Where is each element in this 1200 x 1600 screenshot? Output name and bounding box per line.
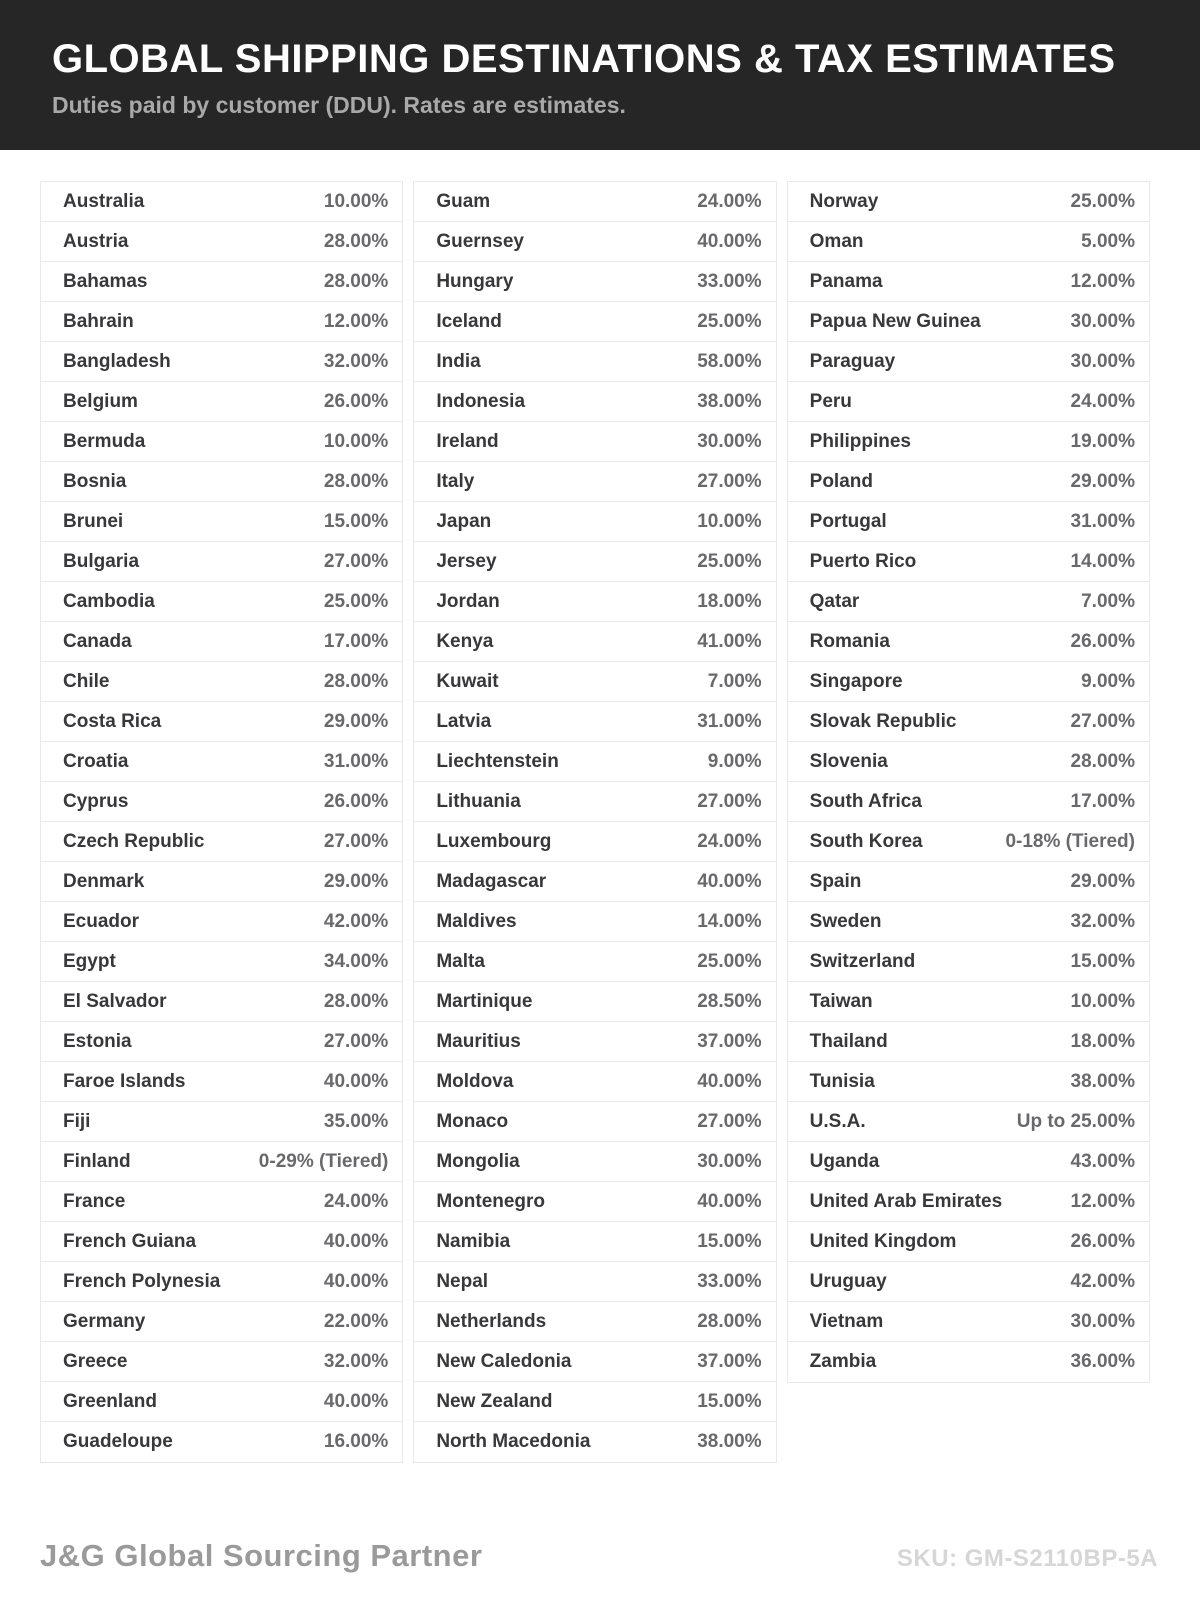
country-name: North Macedonia [436, 1431, 591, 1452]
country-name: Bosnia [63, 470, 127, 492]
table-row [414, 702, 775, 742]
tax-rate: 22.00% [323, 1310, 389, 1332]
table-row [788, 1142, 1149, 1182]
table-row [788, 182, 1149, 222]
table-row [414, 942, 775, 982]
tax-rate: 31.00% [323, 750, 389, 772]
table-row [788, 1342, 1149, 1382]
table-row [41, 742, 402, 782]
country-name: Jordan [436, 590, 500, 612]
country-name: Bahamas [63, 270, 148, 292]
table-row [414, 982, 775, 1022]
tax-rate: 33.00% [697, 1270, 762, 1292]
table-row [41, 902, 402, 942]
table-row [41, 542, 402, 582]
country-name: Sweden [809, 910, 882, 932]
tax-rate: 9.00% [1081, 670, 1135, 692]
page-subtitle: Duties paid by customer (DDU). Rates are estimates. [52, 92, 626, 118]
tax-rate: 24.00% [1070, 390, 1135, 412]
tax-rate: 43.00% [1070, 1150, 1135, 1172]
rates-column-3 [787, 181, 1150, 1383]
country-name: Czech Republic [63, 830, 205, 852]
table-row [414, 902, 775, 942]
table-row [788, 1302, 1149, 1342]
table-row [788, 662, 1149, 702]
table-row [414, 1262, 775, 1302]
tax-rate: 35.00% [323, 1110, 389, 1132]
table-row [41, 1102, 402, 1142]
tax-rate: 25.00% [697, 550, 762, 572]
country-name: Netherlands [436, 1310, 547, 1332]
tax-rate: 15.00% [323, 510, 389, 532]
table-row [41, 502, 402, 542]
table-row [414, 1222, 775, 1262]
country-name: Brunei [63, 510, 124, 532]
country-name: Slovak Republic [809, 710, 957, 732]
tax-rate: 40.00% [697, 1190, 762, 1212]
table-row [41, 862, 402, 902]
tax-rate: 30.00% [697, 430, 762, 452]
country-name: Bangladesh [63, 350, 171, 372]
tax-rate: 15.00% [697, 1230, 762, 1252]
tax-rate: 40.00% [323, 1390, 389, 1412]
table-row [414, 542, 775, 582]
tax-rate: 16.00% [323, 1431, 389, 1452]
country-name: Guernsey [436, 230, 524, 252]
table-row [41, 822, 402, 862]
country-name: Jersey [436, 550, 497, 572]
country-name: Lithuania [436, 790, 521, 812]
table-row [414, 622, 775, 662]
table-row [788, 462, 1149, 502]
table-row [414, 262, 775, 302]
tax-rate: 33.00% [697, 270, 762, 292]
table-row [788, 622, 1149, 662]
tax-rate: 42.00% [1070, 1270, 1135, 1292]
tax-rate: 29.00% [1070, 870, 1135, 892]
tax-rate: 36.00% [1070, 1351, 1135, 1372]
country-name: Singapore [809, 670, 903, 692]
tax-rate: 40.00% [697, 870, 762, 892]
tax-rate: 17.00% [323, 630, 389, 652]
tax-rate: 28.00% [1070, 750, 1135, 772]
tax-rate: 37.00% [697, 1350, 762, 1372]
country-name: Ireland [436, 430, 499, 452]
tax-rate: 28.00% [323, 230, 389, 252]
table-row [414, 182, 775, 222]
country-name: Chile [63, 670, 110, 692]
table-row [788, 702, 1149, 742]
country-name: Iceland [436, 310, 502, 332]
tax-rate: 28.00% [323, 670, 389, 692]
country-name: Hungary [436, 270, 514, 292]
tax-rate: 24.00% [697, 830, 762, 852]
table-row [788, 382, 1149, 422]
table-row [41, 1382, 402, 1422]
table-row [414, 822, 775, 862]
country-name: Peru [809, 390, 852, 412]
tax-rate: 27.00% [697, 790, 762, 812]
table-row [41, 182, 402, 222]
country-name: Greece [63, 1350, 128, 1372]
tax-rate: 27.00% [697, 1110, 762, 1132]
tax-rate: 12.00% [1070, 270, 1135, 292]
country-name: Indonesia [436, 390, 526, 412]
table-row [414, 1302, 775, 1342]
tax-rate: 28.00% [323, 470, 389, 492]
table-row [41, 622, 402, 662]
tax-rate: 40.00% [323, 1070, 389, 1092]
country-name: Norway [809, 190, 879, 212]
tax-rate: 32.00% [323, 350, 389, 372]
country-name: Zambia [809, 1351, 877, 1372]
country-name: Greenland [63, 1390, 157, 1412]
tax-rate: 19.00% [1070, 430, 1135, 452]
table-row [414, 422, 775, 462]
table-row [41, 382, 402, 422]
tax-rate: 28.00% [323, 270, 389, 292]
country-name: Egypt [63, 950, 116, 972]
country-name: Uganda [809, 1150, 880, 1172]
tax-rate: 0-29% (Tiered) [258, 1150, 389, 1172]
country-name: Latvia [436, 710, 492, 732]
country-name: New Zealand [436, 1390, 553, 1412]
country-name: Finland [63, 1150, 131, 1172]
tax-rate: 38.00% [697, 390, 762, 412]
tax-rate: 29.00% [323, 870, 389, 892]
tax-rate: 42.00% [323, 910, 389, 932]
country-name: El Salvador [63, 990, 167, 1012]
tax-rate: 37.00% [697, 1030, 762, 1052]
country-name: Thailand [809, 1030, 888, 1052]
table-row [41, 942, 402, 982]
tax-rate: 27.00% [1070, 710, 1135, 732]
tax-rate: 14.00% [697, 910, 762, 932]
tax-rate: 24.00% [323, 1190, 389, 1212]
country-name: Malta [436, 950, 485, 972]
country-name: Croatia [63, 750, 129, 772]
country-name: Bulgaria [63, 550, 140, 572]
country-name: South Korea [809, 830, 923, 852]
country-name: Moldova [436, 1070, 514, 1092]
table-row [788, 982, 1149, 1022]
tax-rate: 26.00% [323, 790, 389, 812]
tax-rate: 25.00% [697, 950, 762, 972]
tax-rate: 15.00% [1070, 950, 1135, 972]
tax-rate: 15.00% [697, 1390, 762, 1412]
table-row [788, 782, 1149, 822]
tax-rate: 38.00% [1070, 1070, 1135, 1092]
table-row [41, 1342, 402, 1382]
table-row [414, 1102, 775, 1142]
country-name: Bermuda [63, 430, 146, 452]
table-row [414, 782, 775, 822]
tax-rate: 32.00% [1070, 910, 1135, 932]
table-row [414, 342, 775, 382]
tax-rate: 26.00% [1070, 630, 1135, 652]
table-row [788, 1022, 1149, 1062]
tax-rate: 18.00% [1070, 1030, 1135, 1052]
tax-rate: 40.00% [697, 230, 762, 252]
tax-rate: 28.50% [697, 990, 762, 1012]
country-name: Poland [809, 470, 873, 492]
table-row [414, 1182, 775, 1222]
country-name: Japan [436, 510, 492, 532]
country-name: Cambodia [63, 590, 155, 612]
country-name: Namibia [436, 1230, 511, 1252]
tax-rate: 32.00% [323, 1350, 389, 1372]
country-name: Portugal [809, 510, 887, 532]
tax-rate: 27.00% [323, 1030, 389, 1052]
country-name: Monaco [436, 1110, 509, 1132]
table-row [41, 982, 402, 1022]
country-name: Canada [63, 630, 132, 652]
sku-label: SKU: GM-S2110BP-5A [896, 1545, 1158, 1572]
table-row [414, 502, 775, 542]
country-name: Martinique [436, 990, 533, 1012]
tax-rate: 30.00% [1070, 1310, 1135, 1332]
tax-rate: 12.00% [1070, 1190, 1135, 1212]
country-name: Uruguay [809, 1270, 887, 1292]
table-row [788, 942, 1149, 982]
table-row [788, 582, 1149, 622]
country-name: Spain [809, 870, 862, 892]
country-name: Paraguay [809, 350, 896, 372]
tax-rate: 41.00% [697, 630, 762, 652]
tax-rate: 31.00% [697, 710, 762, 732]
tax-rate: 27.00% [323, 550, 389, 572]
table-row [788, 262, 1149, 302]
tax-rate: 28.00% [323, 990, 389, 1012]
tax-rate: 31.00% [1070, 510, 1135, 532]
country-name: India [436, 350, 481, 372]
tax-rate: 25.00% [697, 310, 762, 332]
table-row [788, 222, 1149, 262]
tax-rate: 9.00% [707, 750, 762, 772]
table-row [41, 302, 402, 342]
country-name: Madagascar [436, 870, 547, 892]
country-name: United Kingdom [809, 1230, 957, 1252]
country-name: Montenegro [436, 1190, 546, 1212]
tax-rate: 12.00% [323, 310, 389, 332]
table-row [41, 782, 402, 822]
table-row [414, 462, 775, 502]
tax-rate: Up to 25.00% [1016, 1110, 1135, 1132]
tax-rate: 38.00% [697, 1431, 762, 1452]
table-row [414, 1342, 775, 1382]
country-name: Panama [809, 270, 883, 292]
country-name: Bahrain [63, 310, 134, 332]
country-name: Faroe Islands [63, 1070, 186, 1092]
country-name: Vietnam [809, 1310, 884, 1332]
tax-rate: 17.00% [1070, 790, 1135, 812]
table-row [41, 1062, 402, 1102]
tax-rate: 27.00% [323, 830, 389, 852]
tax-rate: 7.00% [707, 670, 762, 692]
table-row [41, 462, 402, 502]
tax-rate: 30.00% [1070, 350, 1135, 372]
tax-rate: 34.00% [323, 950, 389, 972]
country-name: Slovenia [809, 750, 888, 772]
table-row [41, 1262, 402, 1302]
tax-rate: 30.00% [1070, 310, 1135, 332]
page-header [0, 0, 1200, 150]
table-row [788, 902, 1149, 942]
country-name: Guadeloupe [63, 1431, 173, 1452]
tax-rate: 10.00% [323, 430, 389, 452]
tax-rate: 40.00% [697, 1070, 762, 1092]
page-title: GLOBAL SHIPPING DESTINATIONS & TAX ESTIMATES [52, 37, 1116, 81]
tax-rate: 40.00% [323, 1230, 389, 1252]
table-row [41, 222, 402, 262]
table-row [788, 342, 1149, 382]
country-name: Puerto Rico [809, 550, 917, 572]
page-footer [40, 1538, 1158, 1574]
tax-rate: 29.00% [1070, 470, 1135, 492]
country-name: Kuwait [436, 670, 499, 692]
country-name: French Guiana [63, 1230, 197, 1252]
tax-rate: 14.00% [1070, 550, 1135, 572]
tax-rate: 18.00% [697, 590, 762, 612]
country-name: Philippines [809, 430, 912, 452]
table-row [41, 1022, 402, 1062]
tax-rates-table [40, 181, 1150, 1463]
tax-rate: 27.00% [697, 470, 762, 492]
table-row [414, 1382, 775, 1422]
brand-name: J&G Global Sourcing Partner [40, 1538, 483, 1573]
country-name: Papua New Guinea [809, 310, 981, 332]
tax-rate: 10.00% [1070, 990, 1135, 1012]
country-name: New Caledonia [436, 1350, 572, 1372]
table-row [788, 1102, 1149, 1142]
table-row [414, 1022, 775, 1062]
table-row [788, 742, 1149, 782]
table-row [414, 582, 775, 622]
country-name: Australia [63, 190, 145, 212]
country-name: Germany [63, 1310, 146, 1332]
tax-rate: 5.00% [1081, 230, 1135, 252]
table-row [788, 1262, 1149, 1302]
table-row [41, 1182, 402, 1222]
table-row [414, 302, 775, 342]
tax-rate: 26.00% [323, 390, 389, 412]
tax-rate: 25.00% [323, 590, 389, 612]
tax-rate: 10.00% [323, 190, 389, 212]
country-name: Tunisia [809, 1070, 875, 1092]
country-name: Mongolia [436, 1150, 520, 1172]
tax-rate: 28.00% [697, 1310, 762, 1332]
tax-rate: 25.00% [1070, 190, 1135, 212]
country-name: Taiwan [809, 990, 873, 1012]
country-name: Austria [63, 230, 129, 252]
country-name: Ecuador [63, 910, 140, 932]
tax-rate: 58.00% [697, 350, 762, 372]
country-name: Nepal [436, 1270, 489, 1292]
table-row [41, 582, 402, 622]
tax-rate: 29.00% [323, 710, 389, 732]
rates-column-2 [413, 181, 776, 1463]
table-row [41, 702, 402, 742]
country-name: Luxembourg [436, 830, 552, 852]
table-row [41, 662, 402, 702]
table-row [41, 1422, 402, 1462]
table-row [788, 1062, 1149, 1102]
tax-rate: 7.00% [1081, 590, 1135, 612]
country-name: Maldives [436, 910, 517, 932]
table-row [41, 262, 402, 302]
country-name: French Polynesia [63, 1270, 221, 1292]
country-name: Fiji [63, 1110, 91, 1132]
table-row [414, 382, 775, 422]
country-name: Oman [809, 230, 864, 252]
table-row [788, 822, 1149, 862]
table-row [788, 1222, 1149, 1262]
table-row [788, 422, 1149, 462]
country-name: Kenya [436, 630, 494, 652]
table-row [41, 1302, 402, 1342]
table-row [41, 342, 402, 382]
table-row [788, 502, 1149, 542]
tax-rate: 24.00% [697, 190, 762, 212]
table-row [41, 1222, 402, 1262]
country-name: Liechtenstein [436, 750, 559, 772]
country-name: United Arab Emirates [809, 1190, 1003, 1212]
country-name: Costa Rica [63, 710, 162, 732]
table-row [414, 1142, 775, 1182]
table-row [414, 1422, 775, 1462]
country-name: Belgium [63, 390, 138, 412]
tax-rate: 26.00% [1070, 1230, 1135, 1252]
country-name: U.S.A. [809, 1110, 866, 1132]
tax-rate: 40.00% [323, 1270, 389, 1292]
table-row [414, 862, 775, 902]
country-name: Guam [436, 190, 491, 212]
country-name: Italy [436, 470, 475, 492]
country-name: Denmark [63, 870, 145, 892]
table-row [788, 862, 1149, 902]
country-name: Estonia [63, 1030, 132, 1052]
table-row [414, 662, 775, 702]
country-name: France [63, 1190, 126, 1212]
country-name: Qatar [809, 590, 860, 612]
table-row [414, 742, 775, 782]
tax-rate: 30.00% [697, 1150, 762, 1172]
table-row [788, 302, 1149, 342]
tax-rate: 0-18% (Tiered) [1005, 830, 1135, 852]
tax-rate: 10.00% [697, 510, 762, 532]
country-name: Mauritius [436, 1030, 521, 1052]
rates-column-1 [40, 181, 403, 1463]
table-row [41, 1142, 402, 1182]
table-row [788, 542, 1149, 582]
country-name: Romania [809, 630, 890, 652]
table-row [41, 422, 402, 462]
table-row [788, 1182, 1149, 1222]
table-row [414, 1062, 775, 1102]
table-row [414, 222, 775, 262]
country-name: South Africa [809, 790, 922, 812]
country-name: Cyprus [63, 790, 129, 812]
country-name: Switzerland [809, 950, 916, 972]
